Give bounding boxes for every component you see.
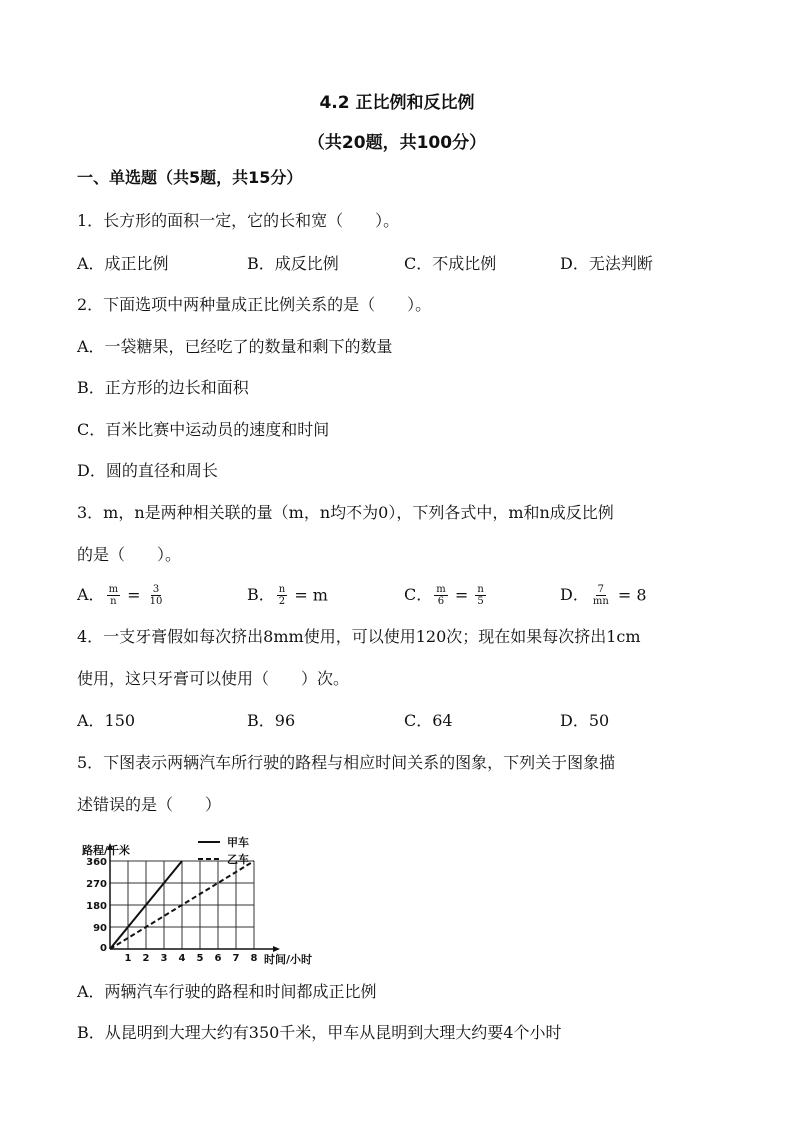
q4-option-d[interactable]: D．50 bbox=[560, 711, 610, 730]
x-axis-arrow bbox=[273, 946, 280, 952]
page-subtitle: （共20题，共100分） bbox=[307, 133, 487, 153]
origin-label: 0 bbox=[100, 943, 107, 954]
x-tick-label: 1 bbox=[124, 953, 132, 964]
fraction: $\frac{3}{10}$ bbox=[149, 584, 163, 607]
q1-option-c[interactable]: C．不成比例 bbox=[404, 254, 497, 273]
x-tick-label: 5 bbox=[196, 953, 204, 964]
legend-label: 甲车 bbox=[227, 836, 249, 849]
q4-option-a[interactable]: A．150 bbox=[77, 711, 136, 730]
y-tick-label: 180 bbox=[86, 901, 107, 912]
q2-option-d[interactable]: D．圆的直径和周长 bbox=[77, 461, 218, 480]
y-tick-label: 90 bbox=[93, 923, 107, 934]
question-1: 1．长方形的面积一定，它的长和宽（ ）。 bbox=[77, 211, 400, 230]
fraction: $\frac{m}{6}$ bbox=[436, 584, 446, 607]
q4-option-c[interactable]: C．64 bbox=[404, 711, 453, 730]
q3-option-c[interactable]: C． $\frac{m}{6}$ = $\frac{n}{5}$ bbox=[404, 584, 484, 607]
y-tick-label: 270 bbox=[86, 879, 107, 890]
q1-option-a[interactable]: A．成正比例 bbox=[77, 254, 169, 273]
q3-option-c-label: C． bbox=[404, 585, 433, 604]
q3-option-b[interactable]: B． $\frac{n}{2}$ = m bbox=[247, 584, 328, 607]
q5-option-a[interactable]: A．两辆汽车行驶的路程和时间都成正比例 bbox=[77, 982, 377, 1001]
question-3-line-1: 3．m，n是两种相关联的量（m，n均不为0），下列各式中，m和n成反比例 bbox=[77, 503, 614, 522]
q3-option-d[interactable]: D． $\frac{7}{mn}$ = 8 bbox=[560, 584, 647, 607]
q1-option-b[interactable]: B．成反比例 bbox=[247, 254, 339, 273]
x-tick-label: 4 bbox=[178, 953, 186, 964]
y-tick-label: 360 bbox=[86, 857, 107, 868]
q2-option-b[interactable]: B．正方形的边长和面积 bbox=[77, 378, 249, 397]
fraction: $\frac{n}{5}$ bbox=[477, 584, 484, 607]
q3-option-b-label: B． bbox=[247, 585, 275, 604]
legend-label: 乙车 bbox=[227, 853, 249, 866]
x-axis-label: 时间/小时 bbox=[264, 953, 313, 966]
q3-option-a[interactable]: A． $\frac{m}{n}$ = $\frac{3}{10}$ bbox=[77, 584, 163, 607]
q2-option-a[interactable]: A．一袋糖果，已经吃了的数量和剩下的数量 bbox=[77, 337, 393, 356]
fraction: $\frac{7}{mn}$ bbox=[592, 584, 609, 607]
q3-option-d-label: D． bbox=[560, 585, 589, 604]
q2-option-c[interactable]: C．百米比赛中运动员的速度和时间 bbox=[77, 420, 330, 439]
q3-option-a-label: A． bbox=[77, 585, 105, 604]
x-tick-label: 2 bbox=[142, 953, 150, 964]
fraction: $\frac{m}{n}$ bbox=[108, 584, 119, 607]
x-tick-label: 8 bbox=[250, 953, 258, 964]
q4-option-b[interactable]: B．96 bbox=[247, 711, 296, 730]
x-tick-label: 3 bbox=[160, 953, 168, 964]
section-heading: 一、单选题（共5题，共15分） bbox=[77, 168, 303, 187]
x-tick-label: 7 bbox=[232, 953, 240, 964]
fraction: $\frac{n}{2}$ bbox=[278, 584, 286, 607]
q1-option-d[interactable]: D．无法判断 bbox=[560, 254, 653, 273]
q5-option-b[interactable]: B．从昆明到大理大约有350千米，甲车从昆明到大理大约要4个小时 bbox=[77, 1023, 562, 1042]
question-3-line-2: 的是（ ）。 bbox=[77, 545, 182, 564]
y-axis-label: 路程/千米 bbox=[82, 844, 131, 857]
question-2: 2．下面选项中两种量成正比例关系的是（ ）。 bbox=[77, 295, 432, 314]
question-4-line-1: 4．一支牙膏假如每次挤出8mm使用，可以使用120次；现在如果每次挤出1cm bbox=[77, 627, 641, 646]
question-5-line-1: 5．下图表示两辆汽车所行驶的路程与相应时间关系的图象，下列关于图象描 bbox=[77, 753, 616, 772]
question-4-line-2: 使用，这只牙膏可以使用（ ）次。 bbox=[77, 669, 350, 688]
question-5-line-2: 述错误的是（ ） bbox=[77, 795, 222, 814]
page-title: 4.2 正比例和反比例 bbox=[319, 93, 475, 113]
distance-time-chart bbox=[77, 828, 347, 973]
x-tick-label: 6 bbox=[214, 953, 222, 964]
